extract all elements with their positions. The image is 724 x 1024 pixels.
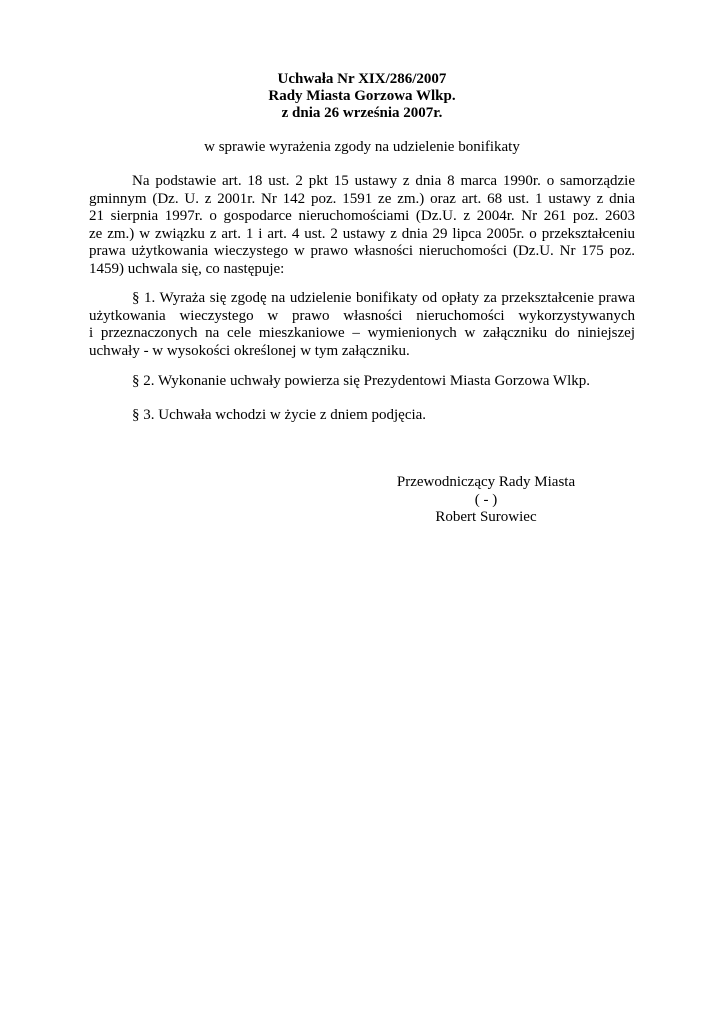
- section-1-line: użytkowania wieczystego w prawo własności nieruchomości wykorzystywanych: [89, 307, 635, 324]
- resolution-number: Uchwała Nr XIX/286/2007: [277, 71, 447, 87]
- section-1-paragraph: [89, 290, 635, 360]
- signatory-name: Robert Surowiec: [435, 509, 537, 525]
- section-3-text: § 3. Uchwała wchodzi w życie z dniem podjęcia.: [132, 407, 427, 423]
- resolution-header: [0, 71, 724, 122]
- preamble-line: Na podstawie art. 18 ust. 2 pkt 15 ustawy z dnia 8 marca 1990r. o samorządzie: [132, 173, 635, 189]
- preamble-line: gminnym (Dz. U. z 2001r. Nr 142 poz. 1591 ze zm.) oraz art. 68 ust. 1 ustawy z dnia: [89, 190, 635, 207]
- preamble-line: ze zm.) w związku z art. 1 i art. 4 ust. 2 ustawy z dnia 29 lipca 2005r. o przekształceniu: [89, 225, 635, 242]
- section-1-line: uchwały - w wysokości określonej w tym załączniku.: [89, 342, 410, 359]
- section-3-paragraph: [89, 407, 635, 425]
- resolution-date: z dnia 26 września 2007r.: [281, 105, 443, 121]
- section-1-line: i przeznaczonych na cele mieszkaniowe – wymienionych w załączniku do niniejszej: [89, 325, 635, 341]
- council-name: Rady Miasta Gorzowa Wlkp.: [268, 88, 456, 104]
- preamble-line: 1459) uchwala się, co następuje:: [89, 260, 285, 277]
- resolution-subject: w sprawie wyrażenia zgody na udzielenie bonifikaty: [204, 139, 520, 155]
- signature-mark: ( - ): [474, 491, 498, 508]
- preamble-line: 21 sierpnia 1997r. o gospodarce nieruchomościami (Dz.U. z 2004r. Nr 261 poz. 2603: [89, 208, 635, 224]
- signatory-title: Przewodniczący Rady Miasta: [396, 474, 576, 490]
- section-2-text: § 2. Wykonanie uchwały powierza się Prezydentowi Miasta Gorzowa Wlkp.: [132, 373, 590, 389]
- section-2-paragraph: [89, 373, 635, 391]
- preamble-line: prawa użytkowania wieczystego w prawo własności nieruchomości (Dz.U. Nr 175 poz.: [89, 243, 635, 259]
- section-1-line: § 1. Wyraża się zgodę na udzielenie bonifikaty od opłaty za przekształcenie prawa: [132, 290, 635, 306]
- signature-block: [396, 474, 576, 527]
- preamble-paragraph: [89, 173, 635, 278]
